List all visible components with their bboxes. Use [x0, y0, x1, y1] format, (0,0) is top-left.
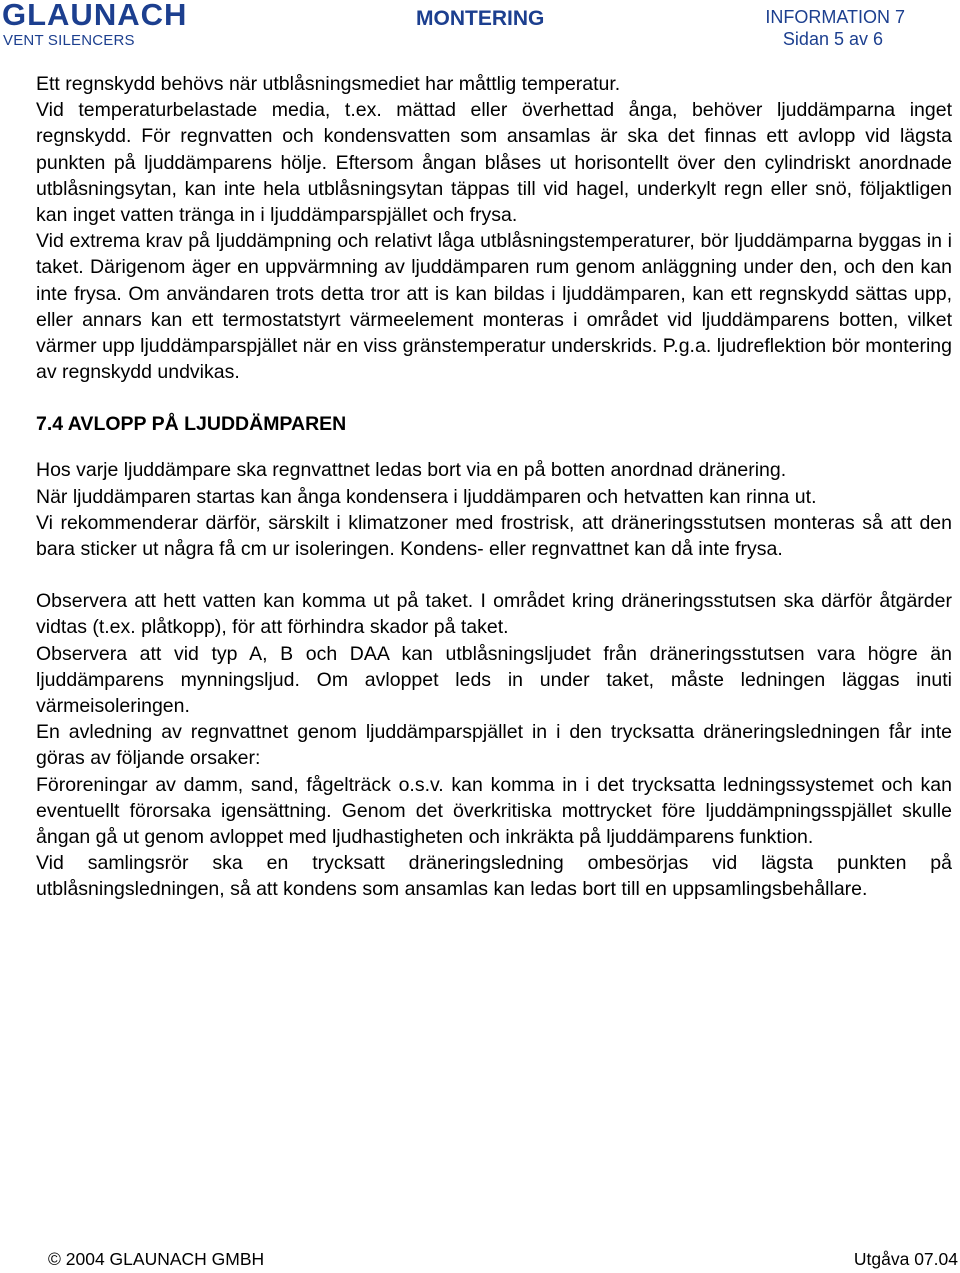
paragraph: Vid extrema krav på ljuddämpning och relativt låga utblåsningstemperaturer, bör ljuddämparna byggas in i taket. Därigenom äger en uppvärmning av ljuddämparen rum genom anläggning under den, och den kan inte frysa. Om användaren trots detta tror att is kan bildas i ljuddämparen, kan ett regnskydd sättas upp, eller annars kan ett termostatstyrt värmeelement monteras i området vid ljuddämparens botten, vilket värmer upp ljuddämparspjället när en viss gränstemperatur underskrids. P.g.a. ljudreflektion bör montering av regnskydd undvikas. [36, 230, 952, 384]
paragraph: Vid samlingsrör ska en trycksatt dräneringsledning ombesörjas vid lägsta punkten på utblåsningsledningen, så att kondens som ansamlas kan ledas bort till en uppsamlingsbehållare. [36, 852, 952, 901]
document-title: MONTERING [416, 7, 545, 30]
paragraph: En avledning av regnvattnet genom ljuddämparspjället in i den trycksatta dräneringsledningen får inte göras av följande orsaker: [36, 721, 952, 770]
document-info: INFORMATION 7 [765, 7, 905, 27]
paragraph: Vi rekommenderar därför, särskilt i klimatzoner med frostrisk, att dräneringsstutsen monteras så att den bara sticker ut några få cm ur isoleringen. Kondens- eller regnvattnet kan då inte frysa. [36, 511, 952, 561]
document-body [36, 71, 952, 903]
section-heading: 7.4 AVLOPP PÅ LJUDDÄMPAREN [36, 413, 347, 436]
paragraph: Hos varje ljuddämpare ska regnvattnet ledas bort via en på botten anordnad dränering. [36, 459, 787, 482]
paragraph: Observera att vid typ A, B och DAA kan utblåsningsljudet från dräneringsstutsen vara högre än ljuddämparens mynningsljud. Om avloppet leds in under taket, måste ledningen läggas inuti värmeisoleringen. [36, 642, 952, 718]
paragraph: Observera att hett vatten kan komma ut på taket. I området kring dräneringsstutsen ska därför åtgärder vidtas (t.ex. plåtkopp), för att förhindra skador på taket. [36, 590, 952, 639]
company-logo: GLAUNACH [2, 0, 188, 32]
paragraph: Vid temperaturbelastade media, t.ex. mättad eller överhettad ånga, behöver ljuddämparna inget regnskydd. För regnvatten och kondensvatten som ansamlas är ska det finnas ett avlopp vid lägsta punkten på ljuddämparens hölje. Eftersom ångan blåses ut horisontellt över den cylindriskt anordnade utblåsningsytan, kan inte hela utblåsningsytan täppas till vid hagel, underkylt regn eller snö, följaktligen kan inget vatten tränga in i ljuddämparspjället och frysa. [36, 99, 952, 227]
paragraph: Ett regnskydd behövs när utblåsningsmediet har måttlig temperatur. [36, 73, 621, 95]
paragraph: När ljuddämparen startas kan ånga kondensera i ljuddämparen och hetvatten kan rinna ut. [36, 485, 817, 508]
footer-edition: Utgåva 07.04 [853, 1249, 958, 1269]
page-header [0, 0, 960, 60]
company-logo-subtitle: VENT SILENCERS [3, 32, 135, 49]
paragraph: Föroreningar av damm, sand, fågelträck o.s.v. kan komma in i det trycksatta ledningssystemet och kan eventuellt förorsaka igensättning. Genom det överkritiska mottrycket före ljuddämpningsspjället skulle ångan gå ut genom avloppet med ljudhastigheten och inkräkta på ljuddämparens funktion. [36, 773, 952, 849]
page-number: Sidan 5 av 6 [782, 29, 883, 49]
footer-copyright: © 2004 GLAUNACH GMBH [48, 1249, 265, 1269]
